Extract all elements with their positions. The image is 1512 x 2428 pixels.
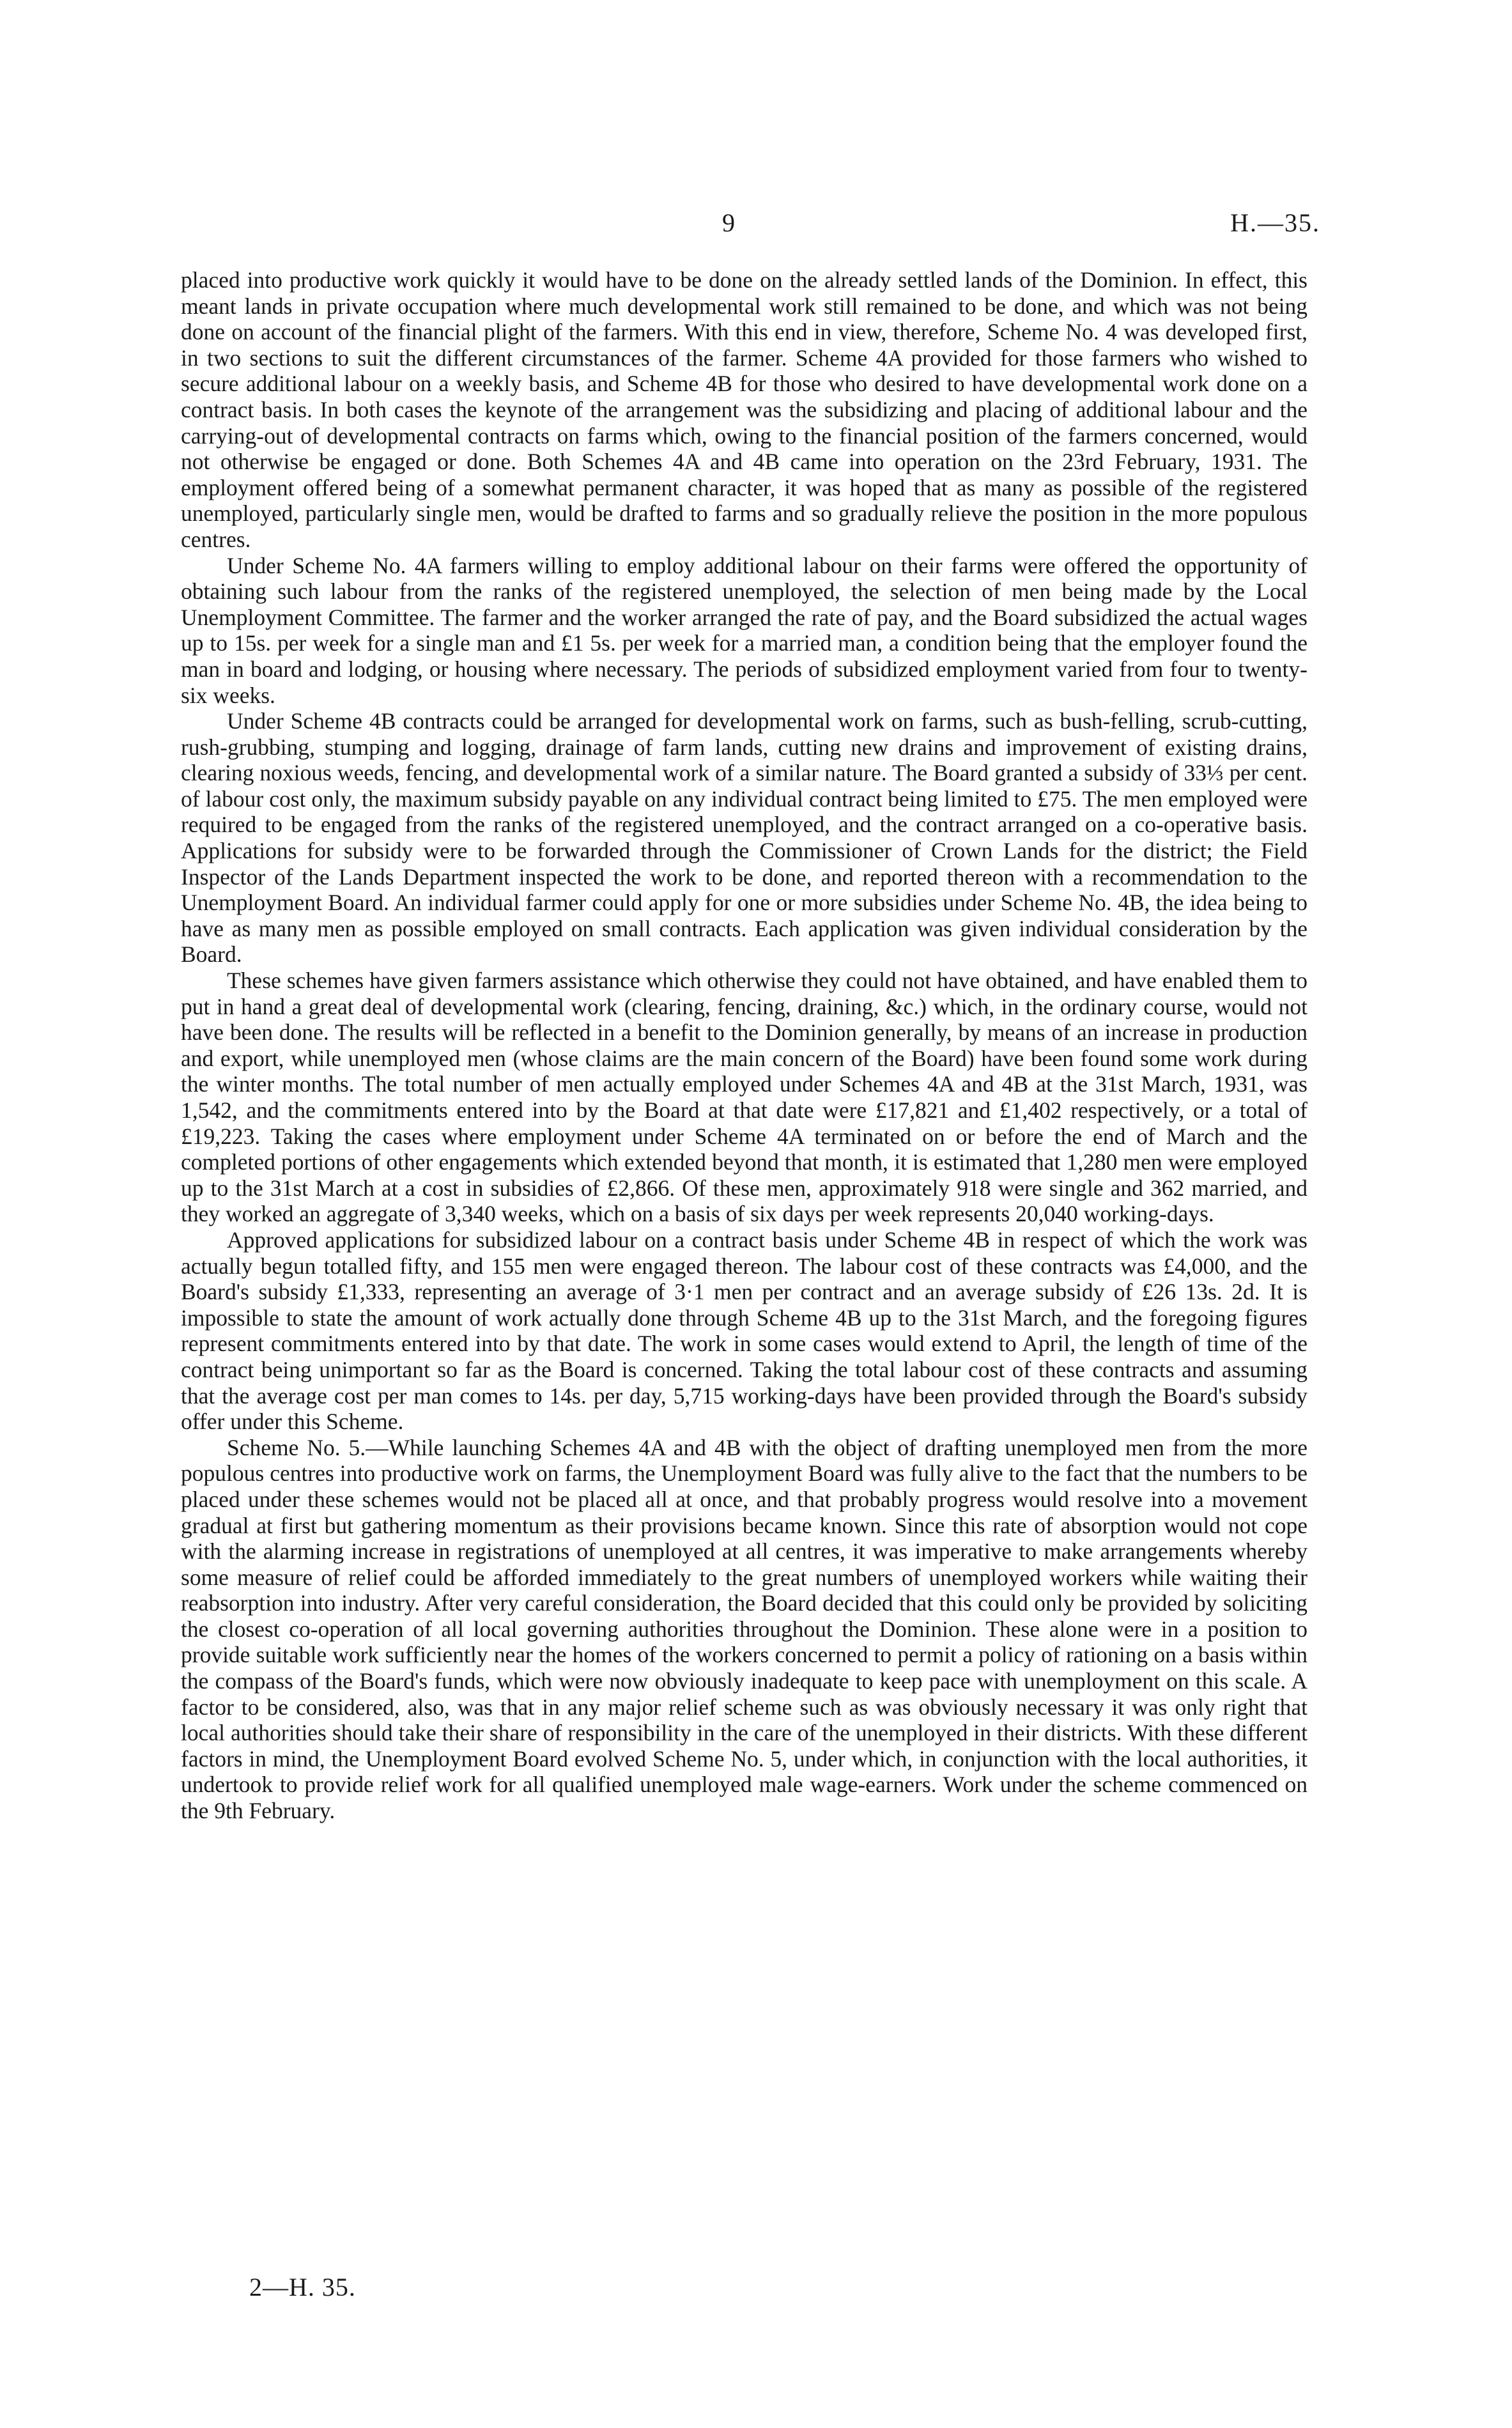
paragraph-scheme-4a: Under Scheme No. 4A farmers willing to employ additional labour on their farms were offered the opportunity of obtaining such labour from the ranks of the registered unemployed, the selection of men being made by the Local Unemployment Committee. The farmer and the worker arranged the rate of pay, and the Board subsidized the actual wages up to 15s. per week for a single man and £1 5s. per week for a married man, a condition being that the employer found the man in board and lodging, or housing where necessary. The periods of subsidized employment varied from four to twenty-six weeks. [181, 552, 1308, 708]
paragraph-scheme-4b: Under Scheme 4B contracts could be arranged for developmental work on farms, such as bush-felling, scrub-cutting, rush-grubbing, stumping and logging, drainage of farm lands, cutting new drains and improvement of existing drains, clearing noxious weeds, fencing, and developmental work of a similar nature. The Board granted a subsidy of 33⅓ per cent. of labour cost only, the maximum subsidy payable on any individual contract being limited to £75. The men employed were required to be engaged from the ranks of the registered unemployed, and the contract arranged on a co-operative basis. Applications for subsidy were to be forwarded through the Commissioner of Crown Lands for the district; the Field Inspector of the Lands Department inspected the work to be done, and reported thereon with a recommendation to the Unemployment Board. An individual farmer could apply for one or more subsidies under Scheme No. 4B, the idea being to have as many men as possible employed on small contracts. Each application was given individual consideration by the Board. [181, 708, 1308, 968]
page-number: 9 [722, 208, 736, 237]
paragraph-continuation: placed into productive work quickly it would have to be done on the already settled lands of the Dominion. In effect, this meant lands in private occupation where much developmental work still remained to be done, and which was not being done on account of the financial plight of the farmers. With this end in view, therefore, Scheme No. 4 was developed first, in two sections to suit the different circumstances of the farmer. Scheme 4A provided for those farmers who wished to secure additional labour on a weekly basis, and Scheme 4B for those who desired to have developmental work done on a contract basis. In both cases the keynote of the arrangement was the subsidizing and placing of additional labour and the carrying-out of developmental contracts on farms which, owing to the financial position of the farmers concerned, would not otherwise be engaged or done. Both Schemes 4A and 4B came into operation on the 23rd February, 1931. The employment offered being of a somewhat permanent character, it was hoped that as many as possible of the registered unemployed, particularly single men, would be drafted to farms and so gradually relieve the position in the more populous centres. [181, 267, 1308, 552]
paragraph-results: These schemes have given farmers assistance which otherwise they could not have obtained, and have enabled them to put in hand a great deal of developmental work (clearing, fencing, draining, &c.) which, in the ordinary course, would not have been done. The results will be reflected in a benefit to the Dominion generally, by means of an increase in production and export, while unemployed men (whose claims are the main concern of the Board) have been found some work during the winter months. The total number of men actually employed under Schemes 4A and 4B at the 31st March, 1931, was 1,542, and the commitments entered into by the Board at that date were £17,821 and £1,402 respectively, or a total of £19,223. Taking the cases where employment under Scheme 4A terminated on or before the end of March and the completed portions of other engagements which extended beyond that month, it is estimated that 1,280 men were employed up to the 31st March at a cost in subsidies of £2,866. Of these men, approximately 918 were single and 362 married, and they worked an aggregate of 3,340 weeks, which on a basis of six days per week represents 20,040 working-days. [181, 968, 1308, 1227]
paragraph-contract-applications: Approved applications for subsidized labour on a contract basis under Scheme 4B in respect of which the work was actually begun totalled fifty, and 155 men were engaged thereon. The labour cost of these contracts was £4,000, and the Board's subsidy £1,333, representing an average of 3·1 men per contract and an average subsidy of £26 13s. 2d. It is impossible to state the amount of work actually done through Scheme 4B up to the 31st March, and the foregoing figures represent commitments entered into by that date. The work in some cases would extend to April, the length of time of the contract being unimportant so far as the Board is concerned. Taking the total labour cost of these contracts and assuming that the average cost per man comes to 14s. per day, 5,715 working-days have been provided through the Board's subsidy offer under this Scheme. [181, 1226, 1308, 1435]
signature-mark: 2—H. 35. [249, 2273, 356, 2301]
body-text [181, 267, 1308, 1824]
document-reference: H.—35. [1230, 208, 1320, 237]
paragraph-scheme-5: Scheme No. 5.—While launching Schemes 4A and 4B with the object of drafting unemployed men from the more populous centres into productive work on farms, the Unemployment Board was fully alive to the fact that the numbers to be placed under these schemes would not be placed all at once, and that probably progress would resolve into a movement gradual at first but gathering momentum as their provisions became known. Since this rate of absorption would not cope with the alarming increase in registrations of unemployed at all centres, it was imperative to make arrangements whereby some measure of relief could be afforded immediately to the great numbers of unemployed workers while waiting their reabsorption into industry. After very careful consideration, the Board decided that this could only be provided by soliciting the closest co-operation of all local governing authorities throughout the Dominion. These alone were in a position to provide suitable work sufficiently near the homes of the workers concerned to permit a policy of rationing on a basis within the compass of the Board's funds, which were now obviously inadequate to keep pace with unemployment on this scale. A factor to be considered, also, was that in any major relief scheme such as was obviously necessary it was only right that local authorities should take their share of responsibility in the care of the unemployed in their districts. With these different factors in mind, the Unemployment Board evolved Scheme No. 5, under which, in conjunction with the local authorities, it undertook to provide relief work for all qualified unemployed male wage-earners. Work under the scheme commenced on the 9th February. [181, 1434, 1308, 1824]
